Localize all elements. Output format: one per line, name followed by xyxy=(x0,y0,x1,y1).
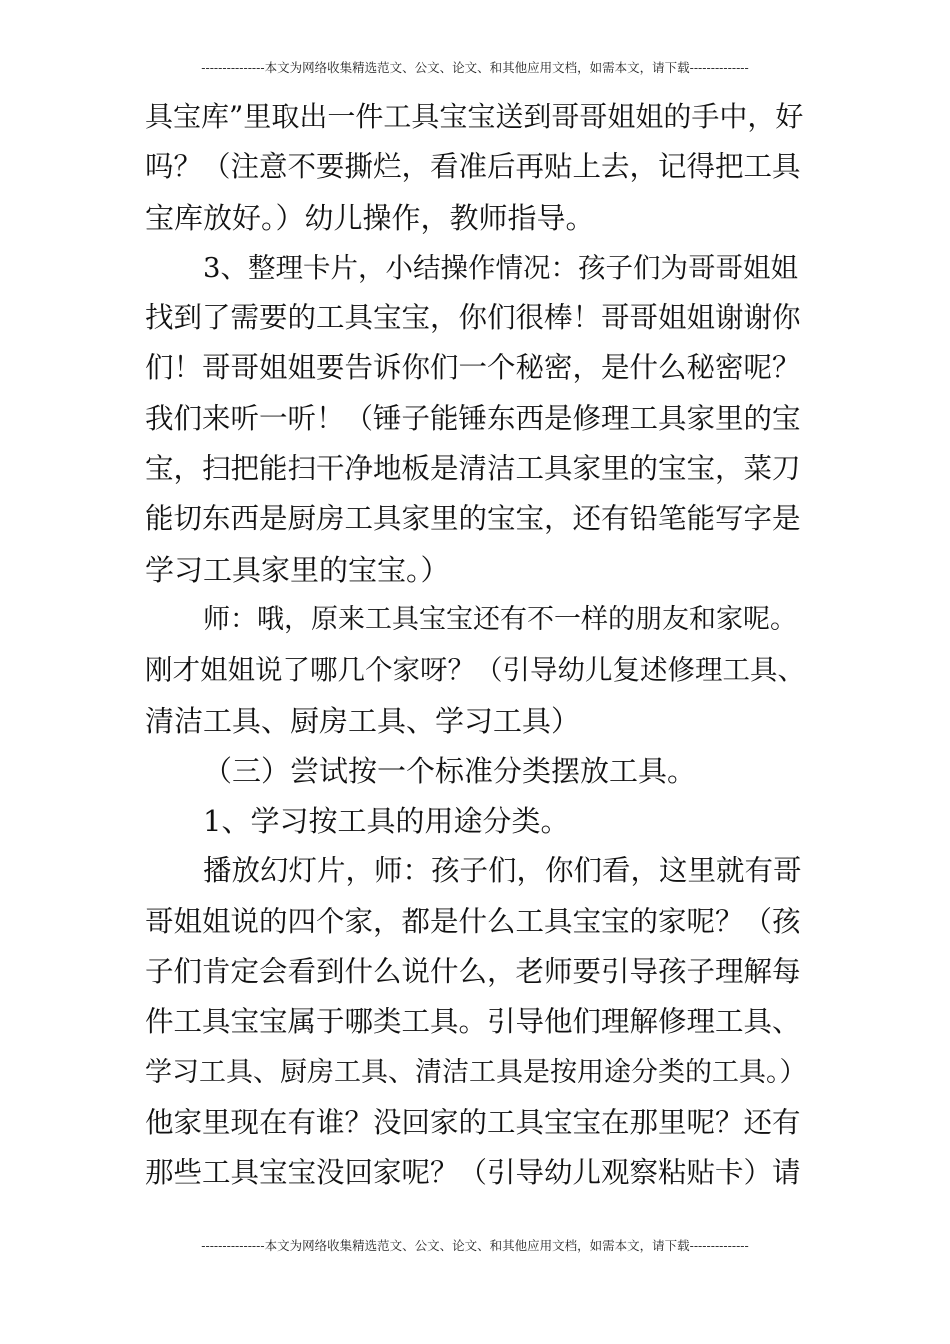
body-line: 师：哦，原来工具宝宝还有不一样的朋友和家呢。 xyxy=(203,603,797,635)
body-line: 具宝库”里取出一件工具宝宝送到哥哥姐姐的手中，好 xyxy=(145,100,804,133)
body-line: 他家里现在有谁？没回家的工具宝宝在那里呢？还有 xyxy=(145,1105,801,1139)
body-line: 们！哥哥姐姐要告诉你们一个秘密，是什么秘密呢？ xyxy=(145,351,801,385)
page-header: ---------------本文为网络收集精选范文、公文、论文、和其他应用文档，如需本文，请下载-------------- xyxy=(201,60,749,75)
page-footer: ---------------本文为网络收集精选范文、公文、论文、和其他应用文档，如需本文，请下载-------------- xyxy=(201,1238,749,1253)
body-line: 能切东西是厨房工具家里的宝宝，还有铅笔能写字是 xyxy=(145,502,801,536)
body-line: 我们来听一听！（锤子能锤东西是修理工具家里的宝 xyxy=(145,401,801,435)
body-line: 宝库放好。）幼儿操作，教师指导。 xyxy=(145,200,595,235)
body-line: 播放幻灯片，师：孩子们，你们看，这里就有哥 xyxy=(203,854,802,888)
body-line: 3、整理卡片，小结操作情况：孩子们为哥哥姐姐 xyxy=(203,251,798,284)
body-line: 件工具宝宝属于哪类工具。引导他们理解修理工具、 xyxy=(145,1005,801,1039)
body-line: 吗？（注意不要撕烂，看准后再贴上去，记得把工具 xyxy=(145,150,801,184)
body-line: 刚才姐姐说了哪几个家呀？（引导幼儿复述修理工具、 xyxy=(145,654,805,687)
body-line: 1、学习按工具的用途分类。 xyxy=(203,804,570,839)
body-line: 找到了需要的工具宝宝，你们很棒！哥哥姐姐谢谢你 xyxy=(145,301,801,335)
body-line: 清洁工具、厨房工具、学习工具） xyxy=(145,703,581,738)
body-line: 学习工具、厨房工具、清洁工具是按用途分类的工具。） xyxy=(145,1056,807,1088)
body-line: （三）尝试按一个标准分类摆放工具。 xyxy=(203,753,697,788)
body-line: 哥姐姐说的四个家，都是什么工具宝宝的家呢？（孩 xyxy=(145,904,801,938)
body-line: 学习工具家里的宝宝。） xyxy=(145,552,450,587)
body-line: 宝，扫把能扫干净地板是清洁工具家里的宝宝，菜刀 xyxy=(145,452,801,486)
body-line: 子们肯定会看到什么说什么，老师要引导孩子理解每 xyxy=(145,955,801,989)
document-body xyxy=(145,92,807,1199)
body-line: 那些工具宝宝没回家呢？（引导幼儿观察粘贴卡）请 xyxy=(145,1156,801,1190)
